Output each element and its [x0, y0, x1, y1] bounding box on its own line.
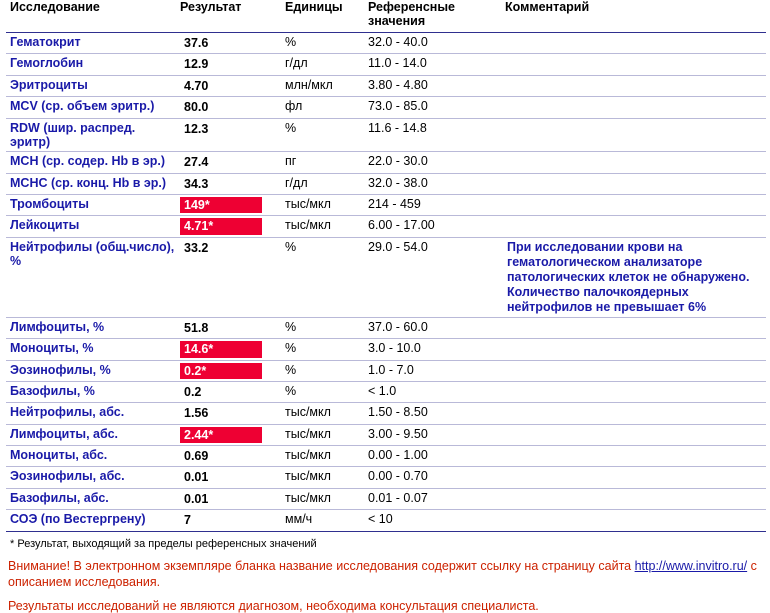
table-body — [6, 33, 766, 532]
cell-test-name[interactable]: Нейтрофилы, абс. — [6, 403, 176, 424]
cell-result — [176, 403, 281, 424]
notice-prefix: Внимание! В электронном экземпляре бланка название исследования содержит ссылку на страницу сайта — [8, 558, 635, 573]
cell-unit: % — [281, 118, 364, 152]
table-row — [6, 195, 766, 216]
cell-result — [176, 360, 281, 381]
table-row — [6, 173, 766, 194]
cell-result — [176, 118, 281, 152]
cell-unit: тыс/мкл — [281, 195, 364, 216]
cell-comment — [501, 510, 766, 531]
cell-unit: тыс/мкл — [281, 446, 364, 467]
result-value: 7 — [184, 513, 191, 528]
cell-result — [176, 381, 281, 402]
result-value-flagged: 14.6* — [180, 341, 262, 357]
cell-test-name[interactable]: Тромбоциты — [6, 195, 176, 216]
table-row — [6, 152, 766, 173]
cell-comment — [501, 488, 766, 509]
notice-text — [8, 558, 770, 592]
result-value: 12.3 — [184, 121, 209, 136]
cell-reference-range: 11.0 - 14.0 — [364, 54, 501, 75]
result-value: 37.6 — [184, 36, 209, 50]
cell-comment — [501, 360, 766, 381]
cell-result — [176, 75, 281, 96]
cell-result — [176, 339, 281, 360]
table-row — [6, 488, 766, 509]
cell-unit: % — [281, 317, 364, 338]
table-row — [6, 118, 766, 152]
cell-test-name[interactable]: Базофилы, абс. — [6, 488, 176, 509]
cell-reference-range: 3.80 - 4.80 — [364, 75, 501, 96]
result-value: 0.2 — [184, 384, 202, 399]
cell-result — [176, 97, 281, 118]
cell-unit: фл — [281, 97, 364, 118]
cell-reference-range: 73.0 - 85.0 — [364, 97, 501, 118]
table-header — [6, 0, 766, 33]
cell-test-name[interactable]: Эозинофилы, абс. — [6, 467, 176, 488]
cell-reference-range: 6.00 - 17.00 — [364, 216, 501, 237]
cell-comment — [501, 381, 766, 402]
cell-result — [176, 54, 281, 75]
result-value: 4.70 — [184, 78, 209, 93]
cell-test-name[interactable]: СОЭ (по Вестергрену) — [6, 510, 176, 531]
table-row — [6, 54, 766, 75]
result-value: 27.4 — [184, 155, 209, 170]
cell-test-name[interactable]: MCH (ср. содер. Hb в эр.) — [6, 152, 176, 173]
table-row — [6, 381, 766, 402]
cell-unit: % — [281, 237, 364, 317]
invitro-site-link[interactable]: http://www.invitro.ru/ — [634, 558, 748, 573]
result-value-flagged: 4.71* — [180, 218, 262, 234]
cell-comment — [501, 446, 766, 467]
cell-comment — [501, 118, 766, 152]
result-value-flagged: 2.44* — [180, 427, 262, 443]
cell-comment — [501, 195, 766, 216]
notice-suffix: с описанием исследования. — [8, 558, 757, 590]
column-header-reference: Референсные значения — [364, 0, 501, 33]
cell-reference-range: 11.6 - 14.8 — [364, 118, 501, 152]
cell-reference-range: 32.0 - 38.0 — [364, 173, 501, 194]
cell-test-name[interactable]: Эозинофилы, % — [6, 360, 176, 381]
cell-unit: тыс/мкл — [281, 467, 364, 488]
result-value: 12.9 — [184, 57, 209, 72]
cell-reference-range: < 10 — [364, 510, 501, 531]
table-row — [6, 467, 766, 488]
cell-unit: г/дл — [281, 173, 364, 194]
cell-comment — [501, 424, 766, 445]
footnote-out-of-range: * Результат, выходящий за пределы референсных значений — [10, 537, 317, 550]
disclaimer-text: Результаты исследований не являются диагнозом, необходима консультация специалиста. — [8, 599, 539, 613]
result-value-flagged: 0.2* — [180, 363, 262, 379]
cell-test-name[interactable]: RDW (шир. распред. эритр) — [6, 118, 176, 152]
result-value: 80.0 — [184, 100, 209, 115]
cell-comment — [501, 467, 766, 488]
cell-test-name[interactable]: Гематокрит — [6, 33, 176, 54]
cell-reference-range: < 1.0 — [364, 381, 501, 402]
cell-reference-range: 0.01 - 0.07 — [364, 488, 501, 509]
cell-unit: % — [281, 360, 364, 381]
column-header-result: Результат — [176, 0, 281, 33]
cell-unit: тыс/мкл — [281, 216, 364, 237]
cell-result — [176, 33, 281, 54]
result-value: 0.01 — [184, 470, 209, 485]
column-header-name: Исследование — [6, 0, 176, 33]
result-value: 1.56 — [184, 406, 209, 421]
cell-reference-range: 3.0 - 10.0 — [364, 339, 501, 360]
table-row — [6, 75, 766, 96]
cell-test-name[interactable]: MCHC (ср. конц. Hb в эр.) — [6, 173, 176, 194]
cell-result — [176, 317, 281, 338]
cell-reference-range: 214 - 459 — [364, 195, 501, 216]
table-row — [6, 510, 766, 531]
cell-reference-range: 3.00 - 9.50 — [364, 424, 501, 445]
cell-reference-range: 1.50 - 8.50 — [364, 403, 501, 424]
cell-comment — [501, 317, 766, 338]
table-header-row — [6, 0, 766, 33]
cell-result — [176, 467, 281, 488]
cell-unit: тыс/мкл — [281, 488, 364, 509]
table-row — [6, 403, 766, 424]
cell-comment — [501, 97, 766, 118]
lab-results-table — [6, 0, 766, 532]
cell-result — [176, 173, 281, 194]
cell-reference-range: 22.0 - 30.0 — [364, 152, 501, 173]
result-value: 0.01 — [184, 491, 209, 506]
cell-result — [176, 446, 281, 467]
cell-reference-range: 37.0 - 60.0 — [364, 317, 501, 338]
cell-unit: пг — [281, 152, 364, 173]
cell-test-name[interactable]: Моноциты, % — [6, 339, 176, 360]
table-row — [6, 339, 766, 360]
cell-comment — [501, 403, 766, 424]
cell-test-name[interactable]: Моноциты, абс. — [6, 446, 176, 467]
column-header-comment: Комментарий — [501, 0, 766, 33]
table-row — [6, 424, 766, 445]
column-header-unit: Единицы — [281, 0, 364, 33]
cell-test-name[interactable]: Лейкоциты — [6, 216, 176, 237]
cell-reference-range: 32.0 - 40.0 — [364, 33, 501, 54]
cell-unit: % — [281, 33, 364, 54]
cell-comment — [501, 173, 766, 194]
result-value: 0.69 — [184, 449, 209, 463]
cell-comment — [501, 54, 766, 75]
cell-test-name[interactable]: Базофилы, % — [6, 381, 176, 402]
cell-test-name[interactable]: Эритроциты — [6, 75, 176, 96]
cell-unit: млн/мкл — [281, 75, 364, 96]
cell-reference-range: 1.0 - 7.0 — [364, 360, 501, 381]
cell-test-name[interactable]: MCV (ср. объем эритр.) — [6, 97, 176, 118]
cell-test-name[interactable]: Лимфоциты, % — [6, 317, 176, 338]
cell-comment: При исследовании крови на гематологическом анализаторе патологических клеток не обнаружено. Количество палочкоядерных нейтрофилов не превышает 6% — [501, 237, 766, 317]
cell-unit: % — [281, 339, 364, 360]
cell-result — [176, 152, 281, 173]
cell-result — [176, 424, 281, 445]
cell-unit: тыс/мкл — [281, 403, 364, 424]
cell-result — [176, 510, 281, 531]
table-row — [6, 237, 766, 317]
cell-unit: % — [281, 381, 364, 402]
cell-reference-range: 0.00 - 0.70 — [364, 467, 501, 488]
cell-reference-range: 29.0 - 54.0 — [364, 237, 501, 317]
cell-comment — [501, 339, 766, 360]
cell-test-name[interactable]: Нейтрофилы (общ.число), % — [6, 237, 176, 317]
table-row — [6, 317, 766, 338]
table-row — [6, 97, 766, 118]
result-value: 33.2 — [184, 240, 209, 255]
cell-unit: мм/ч — [281, 510, 364, 531]
table-row — [6, 446, 766, 467]
table-row — [6, 360, 766, 381]
cell-result — [176, 488, 281, 509]
cell-test-name[interactable]: Лимфоциты, абс. — [6, 424, 176, 445]
table-row — [6, 33, 766, 54]
cell-unit: тыс/мкл — [281, 424, 364, 445]
cell-result — [176, 216, 281, 237]
cell-comment — [501, 33, 766, 54]
cell-result — [176, 237, 281, 317]
cell-unit: г/дл — [281, 54, 364, 75]
cell-comment — [501, 216, 766, 237]
cell-comment — [501, 75, 766, 96]
result-value: 34.3 — [184, 176, 209, 191]
result-value-flagged: 149* — [180, 197, 262, 213]
cell-reference-range: 0.00 - 1.00 — [364, 446, 501, 467]
cell-result — [176, 195, 281, 216]
table-row — [6, 216, 766, 237]
cell-comment — [501, 152, 766, 173]
result-value: 51.8 — [184, 320, 209, 335]
cell-test-name[interactable]: Гемоглобин — [6, 54, 176, 75]
